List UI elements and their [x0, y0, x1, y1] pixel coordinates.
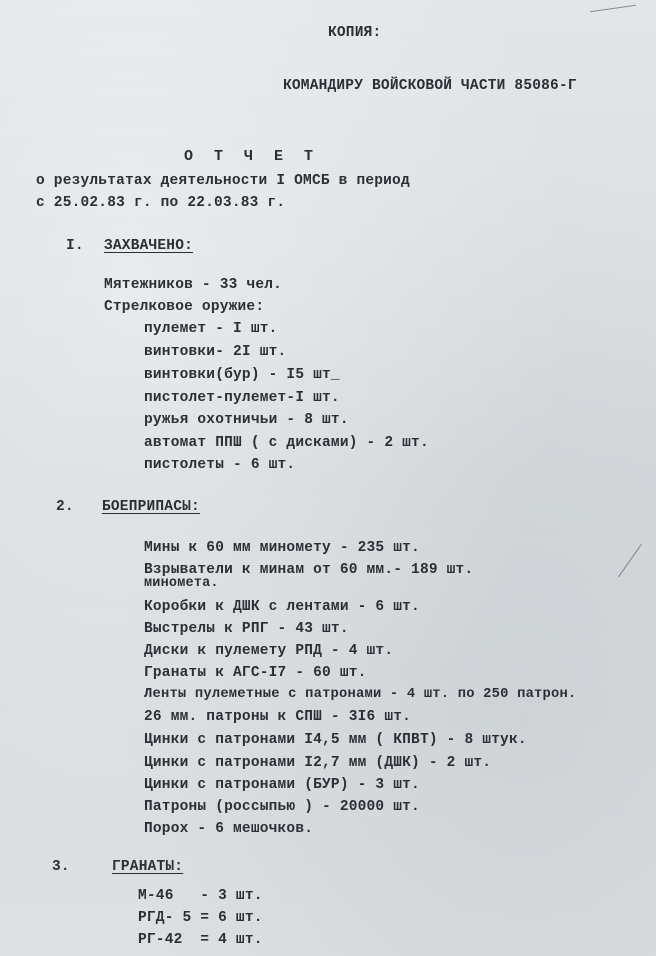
list-item: пистолет-пулемет-I шт.: [144, 390, 340, 406]
list-item: Мины к 60 мм минометy - 235 шт.: [144, 540, 420, 556]
list-item: РГ-42 = 4 шт.: [138, 932, 263, 948]
list-item: Диски к пулемету РПД - 4 шт.: [144, 643, 394, 659]
list-item: пулемет - I шт.: [144, 321, 278, 337]
rebels-count: Мятежников - 33 чел.: [104, 277, 283, 293]
report-subject-line-1: о результатах деятельности I ОМСБ в период: [36, 173, 410, 189]
section-2-number: 2.: [56, 499, 74, 515]
list-item: Цинки с патронами I2,7 мм (ДШК) - 2 шт.: [144, 755, 492, 771]
scan-mark-right-edge: [618, 544, 642, 577]
list-item: пистолеты - 6 шт.: [144, 457, 296, 473]
scan-mark-top-right: [590, 5, 636, 12]
weapons-label: Стрелковое оружие:: [104, 299, 265, 315]
section-2-heading: БОЕПРИПАСЫ:: [102, 499, 200, 515]
list-item: Порох - 6 мешочков.: [144, 821, 314, 837]
list-item: М-46 - 3 шт.: [138, 888, 263, 904]
section-1-number: I.: [66, 238, 84, 254]
list-item: винтовки(бур) - I5 шт_: [144, 367, 340, 383]
list-item: ружья охотничьи - 8 шт.: [144, 412, 349, 428]
section-1-heading: ЗАХВАЧЕНО:: [104, 238, 194, 254]
list-item: автомат ППШ ( с дисками) - 2 шт.: [144, 435, 429, 451]
list-item: Ленты пулеметные с патронами - 4 шт. по 250 патрон.: [144, 687, 577, 702]
list-item: Цинки с патронами I4,5 мм ( КПВТ) - 8 штук.: [144, 732, 527, 748]
addressee-line: КОМАНДИРУ ВОЙСКОВОЙ ЧАСТИ 85086-Г: [283, 78, 577, 94]
list-item: Коробки к ДШК с лентами - 6 шт.: [144, 599, 420, 615]
list-item: Цинки с патронами (БУР) - 3 шт.: [144, 777, 420, 793]
list-item: Взрыватели к минам от 60 мм.- 189 шт.: [144, 562, 474, 578]
list-item: Гранаты к АГС-I7 - 60 шт.: [144, 665, 367, 681]
section-3-number: 3.: [52, 859, 70, 875]
section-3-heading: ГРАНАТЫ:: [112, 859, 184, 875]
list-item: Патроны (россыпью ) - 20000 шт.: [144, 799, 420, 815]
list-item: Выстрелы к РПГ - 43 шт.: [144, 621, 349, 637]
list-item-continuation: миномета.: [144, 576, 219, 591]
list-item: винтовки- 2I шт.: [144, 344, 287, 360]
report-title: О Т Ч Е Т: [184, 148, 320, 165]
report-subject-line-2: с 25.02.83 г. по 22.03.83 г.: [36, 195, 286, 211]
list-item: 26 мм. патроны к СПШ - 3I6 шт.: [144, 709, 412, 725]
copy-label: КОПИЯ:: [328, 25, 382, 41]
list-item: РГД- 5 = 6 шт.: [138, 910, 263, 926]
